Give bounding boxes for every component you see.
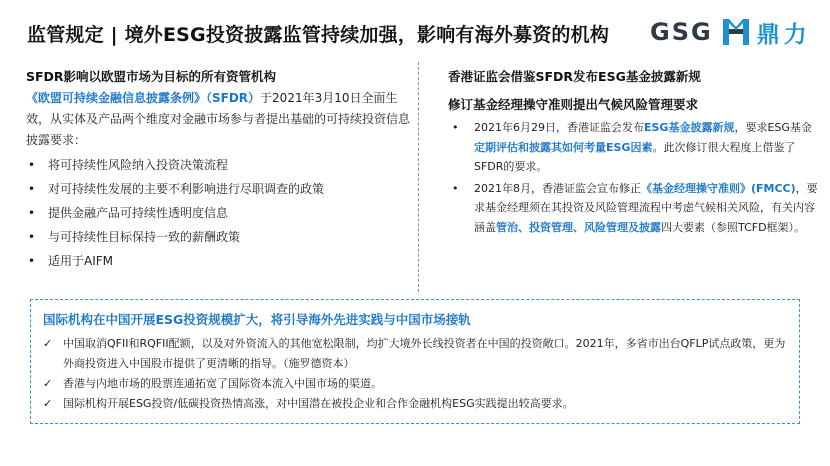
- sfdr-heading: SFDR影响以欧盟市场为目标的所有资管机构: [26, 69, 277, 84]
- header: [0, 0, 830, 62]
- column-divider: [418, 62, 419, 292]
- hk-heading-2: 修订基金经理操守准则提出气候风险管理要求: [448, 97, 699, 112]
- china-esg-box: [30, 299, 800, 424]
- logo-cn-text: 鼎力: [756, 21, 811, 48]
- list-item: [43, 394, 789, 414]
- highlight-text: 管治、投资管理、风险管理及披露: [496, 220, 661, 234]
- text-segment: ，要求ESG基金: [734, 121, 812, 134]
- list-item-text: 对可持续性发展的主要不利影响进行尽职调查的政策: [48, 182, 325, 196]
- text-segment: 。此次修订很大程度上借鉴了SFDR的要求。: [474, 140, 796, 173]
- checkmark-icon: ✓: [43, 337, 53, 350]
- bullet-icon: •: [28, 254, 36, 268]
- highlight-text: ESG基金披露新规: [644, 121, 735, 134]
- list-item-text: 适用于AIFM: [48, 254, 114, 268]
- bullet-icon: •: [28, 230, 36, 244]
- list-item: [26, 201, 410, 225]
- sfdr-section: [26, 66, 410, 273]
- bullet-icon: •: [452, 121, 459, 134]
- list-item: [448, 179, 820, 238]
- list-item: [448, 118, 820, 177]
- list-item: [26, 177, 410, 201]
- hk-bullet-list: [448, 118, 820, 237]
- list-item: [26, 153, 410, 177]
- logo-text: GSG: [650, 18, 713, 46]
- text-segment: ，要求基金经理须在其投资及风险管理流程中考虑气候相关风险，有关内容涵盖: [474, 181, 818, 234]
- box-heading: 国际机构在中国开展ESG投资规模扩大，将引导海外先进实践与中国市场接轨: [43, 312, 471, 327]
- gsg-logo: [650, 14, 811, 50]
- checkmark-icon: ✓: [43, 377, 53, 390]
- text-segment: 2021年8月，香港证监会宣布修正: [474, 181, 641, 195]
- sfdr-bullet-list: [26, 153, 410, 273]
- list-item: [43, 374, 789, 394]
- checkmark-icon: ✓: [43, 397, 53, 410]
- highlight-text: 《基金经理操守准则》(FMCC): [641, 181, 796, 195]
- list-item-text: 与可持续性目标保持一致的薪酬政策: [48, 230, 241, 244]
- sfdr-regulation-name: 《欧盟可持续金融信息披露条例》（SFDR）: [26, 91, 261, 105]
- list-item: [43, 334, 789, 374]
- hk-sfc-section: [448, 66, 820, 237]
- sfdr-intro: [26, 88, 410, 151]
- list-item: [26, 249, 410, 273]
- list-item: [26, 225, 410, 249]
- text-segment: 2021年6月29日，香港证监会发布: [474, 121, 644, 134]
- list-item-text: 提供金融产品可持续性透明度信息: [48, 206, 229, 220]
- bullet-icon: •: [28, 182, 36, 196]
- sfdr-intro-text: 于2021年3月10日全面生效，从实体及产品两个维度对金融市场参与者提出基础的可持续投资信息披露要求：: [26, 91, 411, 147]
- logo-mark-icon: [721, 17, 751, 47]
- bullet-icon: •: [452, 181, 459, 195]
- list-item-text: 国际机构开展ESG投资/低碳投资热情高涨，对中国潜在被投企业和合作金融机构ESG实践提出较高要求。: [63, 397, 574, 410]
- text-segment: 四大要素（参照TCFD框架）。: [661, 220, 806, 234]
- list-item-text: 中国取消QFII和RQFII配额，以及对外资流入的其他宽松限制，均扩大境外长线投资者在中国的投资敞口。2021年，多省市出台QFLP试点政策，更为外商投资进入中国股市提供了更清晰的指导。（施罗德资本）: [63, 337, 786, 370]
- list-item-text: 将可持续性风险纳入投资决策流程: [48, 158, 229, 172]
- bullet-icon: •: [28, 206, 36, 220]
- bullet-icon: •: [28, 158, 36, 172]
- page-title: 监管规定 | 境外ESG投资披露监管持续加强，影响有海外募资的机构: [27, 24, 610, 46]
- list-item-text: 香港与内地市场的股票连通拓宽了国际资本流入中国市场的渠道。: [63, 377, 382, 390]
- highlight-text: 定期评估和披露其如何考量ESG因素: [474, 140, 653, 154]
- box-check-list: [43, 334, 789, 414]
- hk-heading-1: 香港证监会借鉴SFDR发布ESG基金披露新规: [448, 69, 701, 84]
